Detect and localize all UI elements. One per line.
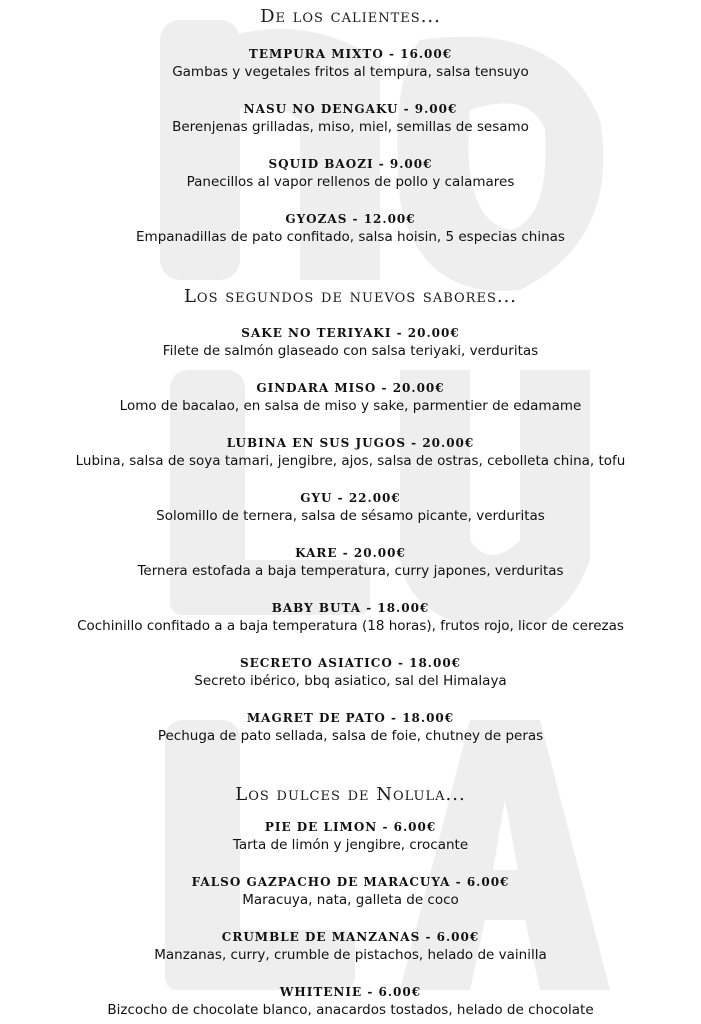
dish-name: BABY BUTA - 18.00€ xyxy=(271,601,430,615)
dish-description: Secreto ibérico, bbq asiatico, sal del Himalaya xyxy=(194,673,507,689)
dish-name: SQUID BAOZI - 9.00€ xyxy=(268,157,433,171)
dish-name: TEMPURA MIXTO - 16.00€ xyxy=(248,47,453,61)
dish-name: WHITENIE - 6.00€ xyxy=(279,985,422,999)
dish-description: Filete de salmón glaseado con salsa teriyaki, verduritas xyxy=(162,343,539,359)
dish-description: Empanadillas de pato confitado, salsa hoisin, 5 especias chinas xyxy=(136,229,565,245)
dish-name: KARE - 20.00€ xyxy=(295,546,406,560)
dish-description: Berenjenas grilladas, miso, miel, semillas de sesamo xyxy=(172,119,529,135)
dish-description: Tarta de limón y jengibre, crocante xyxy=(232,837,469,853)
dish-description: Gambas y vegetales fritos al tempura, salsa tensuyo xyxy=(172,64,529,80)
dish-name: NASU NO DENGAKU - 9.00€ xyxy=(243,102,458,116)
section-title-calientes: De los calientes... xyxy=(260,6,441,27)
dish-description: Maracuya, nata, galleta de coco xyxy=(242,892,459,908)
dish-name: PIE DE LIMON - 6.00€ xyxy=(264,820,437,834)
dish-name: GYOZAS - 12.00€ xyxy=(285,212,416,226)
dish-name: LUBINA EN SUS JUGOS - 20.00€ xyxy=(226,436,475,450)
dish-description: Lubina, salsa de soya tamari, jengibre, ajos, salsa de ostras, cebolleta china, tofu xyxy=(75,453,626,469)
dish-description: Solomillo de ternera, salsa de sésamo picante, verduritas xyxy=(156,508,545,524)
dish-description: Manzanas, curry, crumble de pistachos, helado de vainilla xyxy=(154,947,547,963)
dish-description: Ternera estofada a baja temperatura, curry japones, verduritas xyxy=(137,563,564,579)
dish-name: GINDARA MISO - 20.00€ xyxy=(256,381,445,395)
dish-name: MAGRET DE PATO - 18.00€ xyxy=(246,711,455,725)
dish-name: GYU - 22.00€ xyxy=(300,491,401,505)
section-title-dulces: Los dulces de Nolula... xyxy=(235,784,466,805)
dish-name: FALSO GAZPACHO DE MARACUYA - 6.00€ xyxy=(191,875,510,889)
dish-description: Pechuga de pato sellada, salsa de foie, chutney de peras xyxy=(157,728,544,744)
dish-description: Lomo de bacalao, en salsa de miso y sake, parmentier de edamame xyxy=(119,398,582,414)
dish-name: CRUMBLE DE MANZANAS - 6.00€ xyxy=(221,930,480,944)
dish-description: Panecillos al vapor rellenos de pollo y calamares xyxy=(186,174,515,190)
section-title-segundos: Los segundos de nuevos sabores... xyxy=(183,286,518,307)
dish-description: Cochinillo confitado a a baja temperatura (18 horas), frutos rojo, licor de cerezas xyxy=(77,618,624,634)
dish-description: Bizcocho de chocolate blanco, anacardos tostados, helado de chocolate xyxy=(107,1002,594,1018)
dish-name: SECRETO ASIATICO - 18.00€ xyxy=(239,656,462,670)
dish-name: SAKE NO TERIYAKI - 20.00€ xyxy=(241,326,460,340)
